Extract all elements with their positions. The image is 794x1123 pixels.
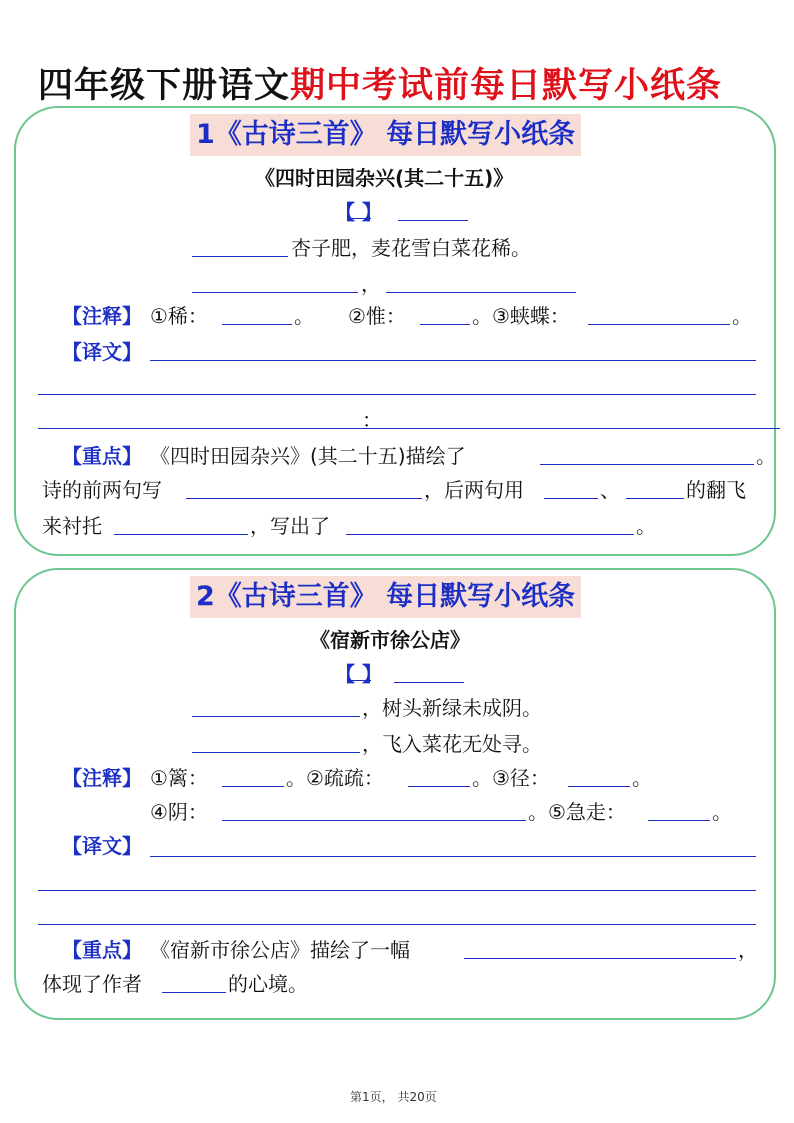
card-2-translation-line-1 [150,856,756,857]
card-2-key-text2b: 的心境。 [228,972,308,996]
card-1-key-text2: 诗的前两句写 [42,478,162,502]
card-1-key-text3: 来衬托 [42,514,102,538]
card-2-poem-title: 《宿新市徐公店》 [310,628,470,652]
card-1-note3-end: 。 [732,304,752,328]
card-1-note2: ②惟： [348,304,406,328]
card-2-dynasty-blank [349,680,371,681]
card-1-title: 1《古诗三首》 每日默写小纸条 [190,114,581,156]
card-2-note3-blank [568,786,630,787]
card-2-key-blank2 [162,992,226,993]
card-1-key-end3: 。 [636,514,656,538]
card-1-author-bracket: 【 】 [335,200,382,224]
card-2-note3: 。③径： [472,766,550,790]
card-1-key-blank5 [114,534,248,535]
card-1-translation-label: 【译文】 [62,340,142,364]
card-1-key-blank2 [186,498,422,499]
card-2-note2: 。②疏疏： [286,766,384,790]
page-title-red: 期中考试前每日默写小纸条 [290,66,723,106]
card-2-line2-text: ，飞入菜花无处寻。 [362,732,542,756]
card-2-line1-blank [192,716,360,717]
card-2-note5-blank [648,820,710,821]
card-1-dynasty-blank [349,218,371,219]
card-1-key-blank6 [346,534,634,535]
card-1-note1-end: 。 [294,304,314,328]
card-2-note1-blank [222,786,284,787]
card-1-key-blank4 [626,498,684,499]
card-1-key-label: 【重点】 [62,444,142,468]
card-1-key-end1: 。 [756,444,776,468]
card-2-note5-end: 。 [712,800,732,824]
card-2-key-label: 【重点】 [62,938,142,962]
card-1-key-text1: 《四时田园杂兴》(其二十五)描绘了 [150,444,466,468]
card-2-translation-line-3 [38,924,756,925]
card-2-note4: ④阴： [150,800,208,824]
card-1-poem-title: 《四时田园杂兴(其二十五)》 [255,166,514,190]
card-1-line2b-blank [386,292,576,293]
card-1-key-text2b: ，后两句用 [424,478,524,502]
card-2-note1: ①篱： [150,766,208,790]
card-1-note1: ①稀： [150,304,208,328]
card-1-line1-text: 杏子肥，麦花雪白菜花稀。 [291,236,531,260]
card-1-note2-blank [420,324,470,325]
card-1-translation-line-3 [38,428,780,429]
card-1-author-blank [398,220,468,221]
card-2-key-text1: 《宿新市徐公店》描绘了一幅 [150,938,410,962]
card-2-key-end1: ， [738,938,758,962]
card-2-line1-text: ，树头新绿未成阴。 [362,696,542,720]
page-title [38,58,722,108]
card-1-note3-blank [588,324,730,325]
card-2-translation-line-2 [38,890,756,891]
card-2-line2-blank [192,752,360,753]
card-1-key-blank1 [540,464,754,465]
card-1-line2-comma: ， [361,272,381,296]
page-title-black: 四年级下册语文 [38,66,291,106]
card-2-note5: 。⑤急走： [528,800,626,824]
card-2-note4-blank [222,820,526,821]
card-2-key-text2: 体现了作者 [42,972,142,996]
card-1-note1-blank [222,324,292,325]
card-1-translation-line-1 [150,360,756,361]
card-1-line2a-blank [192,292,358,293]
card-1-translation-line-2 [38,394,756,395]
card-1-line1-blank [192,256,288,257]
card-2-title: 2《古诗三首》 每日默写小纸条 [190,576,581,618]
card-2-note3-end: 。 [632,766,652,790]
card-1-key-text2d: 的翻飞 [686,478,746,502]
card-2-translation-label: 【译文】 [62,834,142,858]
card-1-note2-end: 。③蛱蝶： [472,304,570,328]
card-2-key-blank1 [464,958,736,959]
card-1-key-blank3 [544,498,598,499]
card-1-notes-label: 【注释】 [62,304,142,328]
page-footer: 第1页， 共20页 [350,1090,437,1104]
card-2-author-bracket: 【 】 [335,662,382,686]
card-1-key-text3b: ，写出了 [250,514,330,538]
card-1-colon: ： [362,408,382,432]
card-2-notes-label: 【注释】 [62,766,142,790]
card-2-note2-blank [408,786,470,787]
card-2-author-blank [394,682,464,683]
card-1-key-text2c: 、 [600,478,620,502]
